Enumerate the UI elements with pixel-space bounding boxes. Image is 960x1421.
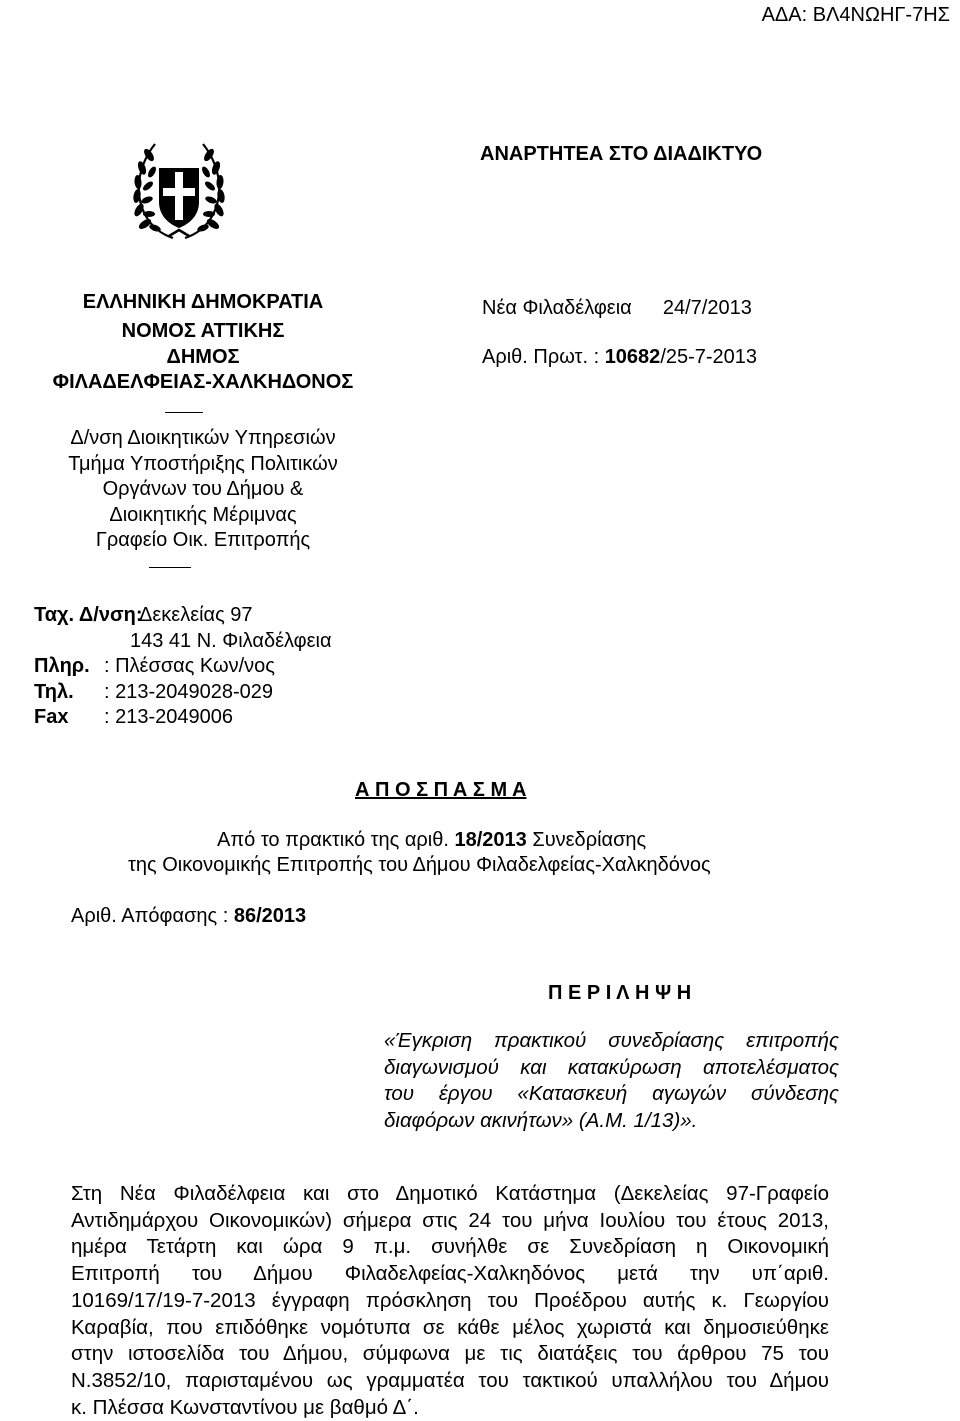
authority-line-2: ΝΟΜΟΣ ΑΤΤΙΚΗΣ	[121, 320, 285, 342]
summary-line: «Έγκριση πρακτικού συνεδρίασης επιτροπής	[384, 1029, 839, 1052]
place-date	[482, 295, 752, 321]
department-line-3: Οργάνων του Δήμου &	[102, 478, 304, 500]
authority-line-4: ΦΙΛΑΔΕΛΦΕΙΑΣ-ΧΑΛΚΗΔΟΝΟΣ	[52, 371, 354, 393]
protocol-label: Αριθ. Πρωτ. :	[482, 346, 605, 368]
department-line-2: Τμήμα Υποστήριξης Πολιτικών	[68, 453, 338, 475]
extract-line-2: της Οικονομικής Επιτροπής του Δήμου Φιλαδελφείας-Χαλκηδόνος	[128, 854, 711, 876]
address-line-1: Δεκελείας 97	[139, 604, 253, 626]
authority-line-3: ΔΗΜΟΣ	[166, 346, 240, 368]
summary-title: Π Ε Ρ Ι Λ Η Ψ Η	[548, 982, 692, 1004]
extract-line-1	[217, 827, 646, 853]
phone-label: Τηλ.	[34, 681, 74, 703]
meeting-number: 18/2013	[454, 829, 527, 851]
department-line-5: Γραφείο Οικ. Επιτροπής	[95, 529, 311, 551]
summary-line: διαφόρων ακινήτων» (Α.Μ. 1/13)».	[384, 1108, 698, 1132]
summary-text	[384, 1028, 839, 1134]
date: 24/7/2013	[662, 297, 752, 319]
address-line-2: 143 41 Ν. Φιλαδέλφεια	[130, 630, 332, 652]
info-label: Πληρ.	[34, 655, 90, 677]
separator-line	[165, 412, 203, 413]
body-line: ημέρα Τετάρτη και ώρα 9 π.μ. συνήλθε σε Συνεδρίαση η Οικονομική	[71, 1235, 829, 1259]
decision-label: Αριθ. Απόφασης :	[71, 905, 234, 927]
info-value: : Πλέσσας Κων/νος	[104, 655, 275, 677]
body-paragraph	[71, 1181, 829, 1421]
separator-line	[149, 567, 191, 568]
address-label: Ταχ. Δ/νση:	[34, 604, 143, 626]
protocol-suffix: /25-7-2013	[660, 346, 758, 368]
ada-identifier: ΑΔΑ: ΒΛ4ΝΩΗΓ-7ΗΣ	[761, 4, 950, 26]
extract-title: Α Π Ο Σ Π Α Σ Μ Α	[355, 779, 527, 801]
extract-line-1-text: Από το πρακτικό της αριθ.	[217, 829, 455, 851]
body-line: Καραβία, που επιδόθηκε νομότυπα σε κάθε μέλος χωριστά και δημοσιεύθηκε	[71, 1315, 829, 1339]
department-line-1: Δ/νση Διοικητικών Υπηρεσιών	[70, 427, 336, 449]
body-line: Στη Νέα Φιλαδέλφεια και στο Δημοτικό Κατάστημα (Δεκελείας 97-Γραφείο	[71, 1182, 829, 1205]
body-line: στην ιστοσελίδα του Δήμου, σύμφωνα με τις διατάξεις του άρθρου 75 του	[71, 1342, 829, 1366]
body-line: Ν.3852/10, παρισταμένου ως γραμματέα του τακτικού υπαλλήλου του Δήμου	[71, 1368, 829, 1392]
extract-line-1-suffix: Συνεδρίασης	[526, 829, 647, 851]
post-notice: ΑΝΑΡΤΗΤΕΑ ΣΤΟ ΔΙΑΔΙΚΤΥΟ	[480, 143, 763, 165]
department-line-4: Διοικητικής Μέριμνας	[109, 504, 297, 526]
summary-line: του έργου «Κατασκευή αγωγών σύνδεσης	[384, 1082, 839, 1105]
fax-label: Fax	[34, 706, 69, 728]
summary-line: διαγωνισμού και κατακύρωση αποτελέσματος	[384, 1055, 839, 1079]
protocol-value: 10682	[604, 346, 661, 368]
coat-of-arms-emblem	[133, 138, 225, 244]
decision-number	[71, 903, 306, 929]
authority-line-1: ΕΛΛΗΝΙΚΗ ΔΗΜΟΚΡΑΤΙΑ	[82, 291, 324, 313]
body-line: Αντιδημάρχου Οικονομικών) σήμερα στις 24 του μήνα Ιουλίου του έτους 2013,	[71, 1208, 829, 1232]
body-line: Επιτροπή του Δήμου Φιλαδελφείας-Χαλκηδόνος μετά την υπ΄αριθ.	[71, 1262, 829, 1286]
decision-value: 86/2013	[233, 905, 307, 927]
fax-value: : 213-2049006	[104, 706, 234, 728]
place: Νέα Φιλαδέλφεια	[482, 297, 632, 319]
body-line: 10169/17/19-7-2013 έγγραφη πρόσκληση του Προέδρου αυτής κ. Γεωργίου	[71, 1288, 829, 1312]
protocol-number	[482, 344, 757, 370]
phone-value: : 213-2049028-029	[104, 681, 274, 703]
body-line: κ. Πλέσσα Κωνσταντίνου με βαθμό Δ΄.	[71, 1395, 419, 1419]
